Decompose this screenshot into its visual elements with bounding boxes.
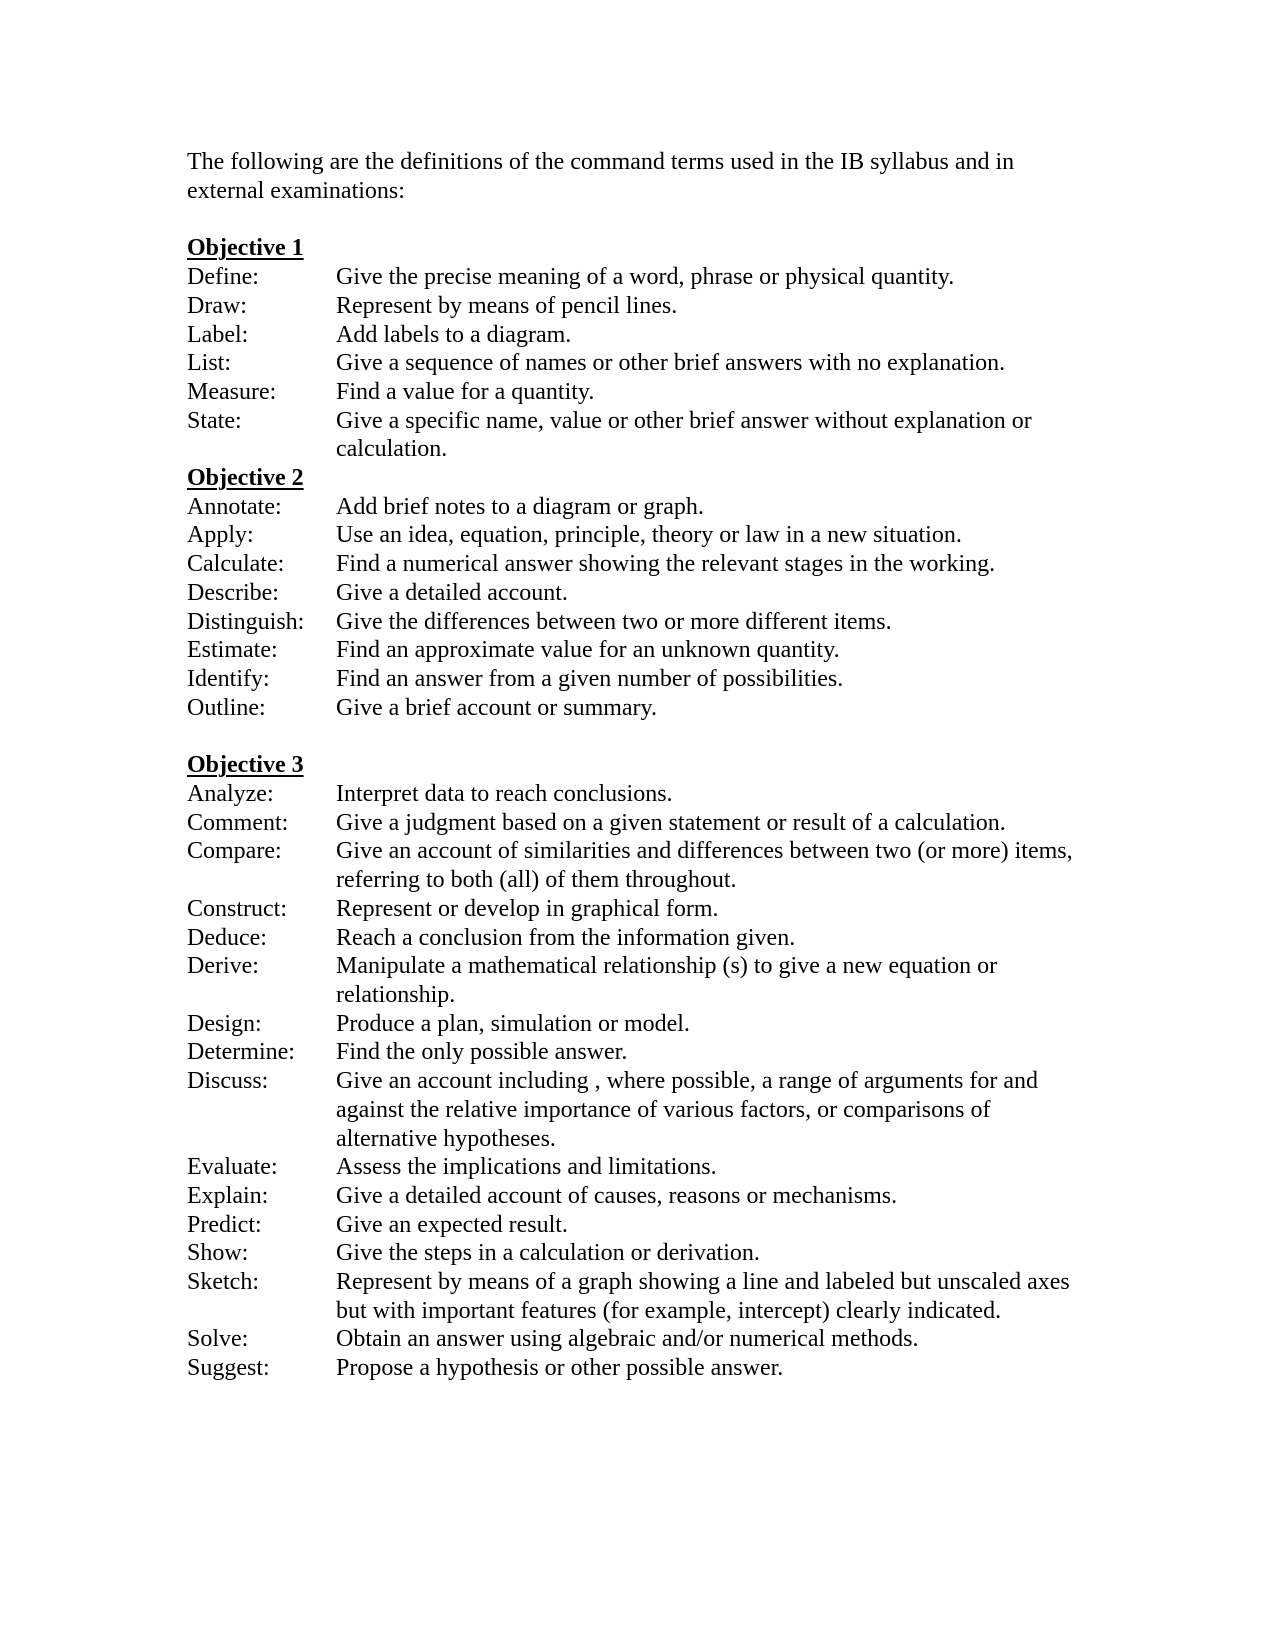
term-row: [187, 636, 1087, 665]
document-content: [187, 148, 1087, 1383]
objective-heading: Objective 1: [187, 235, 304, 262]
term-row: [187, 895, 1087, 924]
term-row: [187, 321, 1087, 350]
term-definition: Give the precise meaning of a word, phrase or physical quantity.: [336, 264, 955, 291]
term-definition: Find the only possible answer.: [336, 1039, 628, 1066]
term-label: Define:: [187, 264, 259, 291]
term-label: Construct:: [187, 895, 287, 922]
term-definition: Represent by means of a graph showing a line and labeled but unscaled axes but with important features (for example, intercept) clearly indicated.: [336, 1269, 1070, 1324]
term-row: [187, 493, 1087, 522]
term-definition: Find an approximate value for an unknown quantity.: [336, 637, 840, 664]
term-row: [187, 550, 1087, 579]
term-definition: Obtain an answer using algebraic and/or numerical methods.: [336, 1326, 919, 1353]
term-row: [187, 1354, 1087, 1383]
term-label: Suggest:: [187, 1355, 270, 1382]
term-definition: Give the differences between two or more different items.: [336, 608, 892, 635]
term-row: [187, 1182, 1087, 1211]
term-definition: Add brief notes to a diagram or graph.: [336, 493, 704, 520]
term-row: [187, 1038, 1087, 1067]
term-row: [187, 579, 1087, 608]
term-row: [187, 809, 1087, 838]
term-definition: Manipulate a mathematical relationship (s) to give a new equation or relationship.: [336, 953, 998, 1008]
term-definition: Give a detailed account of causes, reasons or mechanisms.: [336, 1182, 898, 1209]
term-definition: Represent or develop in graphical form.: [336, 895, 719, 922]
term-label: Show:: [187, 1240, 249, 1267]
term-definition: Reach a conclusion from the information given.: [336, 924, 796, 951]
term-definition: Give an expected result.: [336, 1211, 568, 1238]
objective-heading: Objective 3: [187, 752, 304, 779]
term-label: Estimate:: [187, 637, 278, 664]
term-label: Label:: [187, 321, 249, 348]
term-label: Determine:: [187, 1039, 295, 1066]
term-row: [187, 1153, 1087, 1182]
term-row: [187, 924, 1087, 953]
term-row: [187, 292, 1087, 321]
term-definition: Give an account of similarities and differences between two (or more) items, referring to both (all) of them throughout.: [336, 838, 1073, 894]
term-label: Discuss:: [187, 1068, 269, 1095]
objective-1-section: [187, 234, 1087, 464]
term-definition: Represent by means of pencil lines.: [336, 292, 678, 319]
term-row: [187, 263, 1087, 292]
term-label: Analyze:: [187, 781, 274, 808]
term-definition: Give a sequence of names or other brief answers with no explanation.: [336, 350, 1006, 377]
term-definition: Give a detailed account.: [336, 579, 568, 606]
term-row: [187, 608, 1087, 637]
term-row: [187, 665, 1087, 694]
term-label: Apply:: [187, 522, 254, 549]
spacer: [187, 205, 1087, 234]
term-row: [187, 694, 1087, 723]
term-label: Distinguish:: [187, 608, 305, 635]
term-definition: Propose a hypothesis or other possible answer.: [336, 1355, 784, 1382]
term-definition: Give a specific name, value or other brief answer without explanation or calculation.: [336, 407, 1032, 463]
term-definition: Give an account including , where possible, a range of arguments for and against the relative importance of various factors, or comparisons of alternative hypotheses.: [336, 1068, 1038, 1152]
term-definition: Give a brief account or summary.: [336, 694, 657, 721]
objective-3-section: [187, 751, 1087, 1382]
term-label: List:: [187, 350, 232, 377]
objective-heading: Objective 2: [187, 465, 304, 492]
term-row: [187, 1010, 1087, 1039]
term-label: Sketch:: [187, 1269, 259, 1296]
term-label: Design:: [187, 1010, 262, 1037]
term-label: Calculate:: [187, 551, 285, 578]
term-definition: Interpret data to reach conclusions.: [336, 781, 673, 808]
term-label: State:: [187, 407, 242, 434]
term-label: Solve:: [187, 1326, 249, 1353]
term-label: Predict:: [187, 1211, 262, 1238]
term-definition: Use an idea, equation, principle, theory or law in a new situation.: [336, 522, 962, 549]
term-definition: Find a value for a quantity.: [336, 378, 595, 405]
term-row: [187, 837, 1087, 894]
term-row: [187, 349, 1087, 378]
objective-2-section: [187, 464, 1087, 722]
spacer: [187, 722, 1087, 751]
term-label: Derive:: [187, 953, 259, 980]
term-label: Explain:: [187, 1182, 269, 1209]
term-label: Outline:: [187, 694, 266, 721]
term-label: Evaluate:: [187, 1154, 278, 1181]
term-label: Measure:: [187, 378, 277, 405]
term-definition: Give the steps in a calculation or derivation.: [336, 1240, 760, 1267]
term-label: Comment:: [187, 809, 289, 836]
term-label: Draw:: [187, 292, 247, 319]
term-definition: Add labels to a diagram.: [336, 321, 572, 348]
term-definition: Find an answer from a given number of possibilities.: [336, 665, 844, 692]
term-row: [187, 407, 1087, 464]
term-row: [187, 1325, 1087, 1354]
term-row: [187, 521, 1087, 550]
term-row: [187, 952, 1087, 1009]
term-row: [187, 1067, 1087, 1153]
term-label: Deduce:: [187, 924, 267, 951]
term-label: Annotate:: [187, 493, 282, 520]
term-definition: Give a judgment based on a given statement or result of a calculation.: [336, 809, 1006, 836]
term-label: Describe:: [187, 579, 279, 606]
intro-paragraph: The following are the definitions of the command terms used in the IB syllabus and in external examinations:: [187, 149, 1015, 204]
term-definition: Assess the implications and limitations.: [336, 1154, 717, 1181]
term-label: Compare:: [187, 838, 282, 865]
term-label: Identify:: [187, 665, 270, 692]
term-row: [187, 1268, 1087, 1325]
term-row: [187, 1239, 1087, 1268]
term-row: [187, 780, 1087, 809]
term-row: [187, 378, 1087, 407]
term-definition: Find a numerical answer showing the relevant stages in the working.: [336, 551, 996, 578]
term-definition: Produce a plan, simulation or model.: [336, 1010, 690, 1037]
term-row: [187, 1211, 1087, 1240]
